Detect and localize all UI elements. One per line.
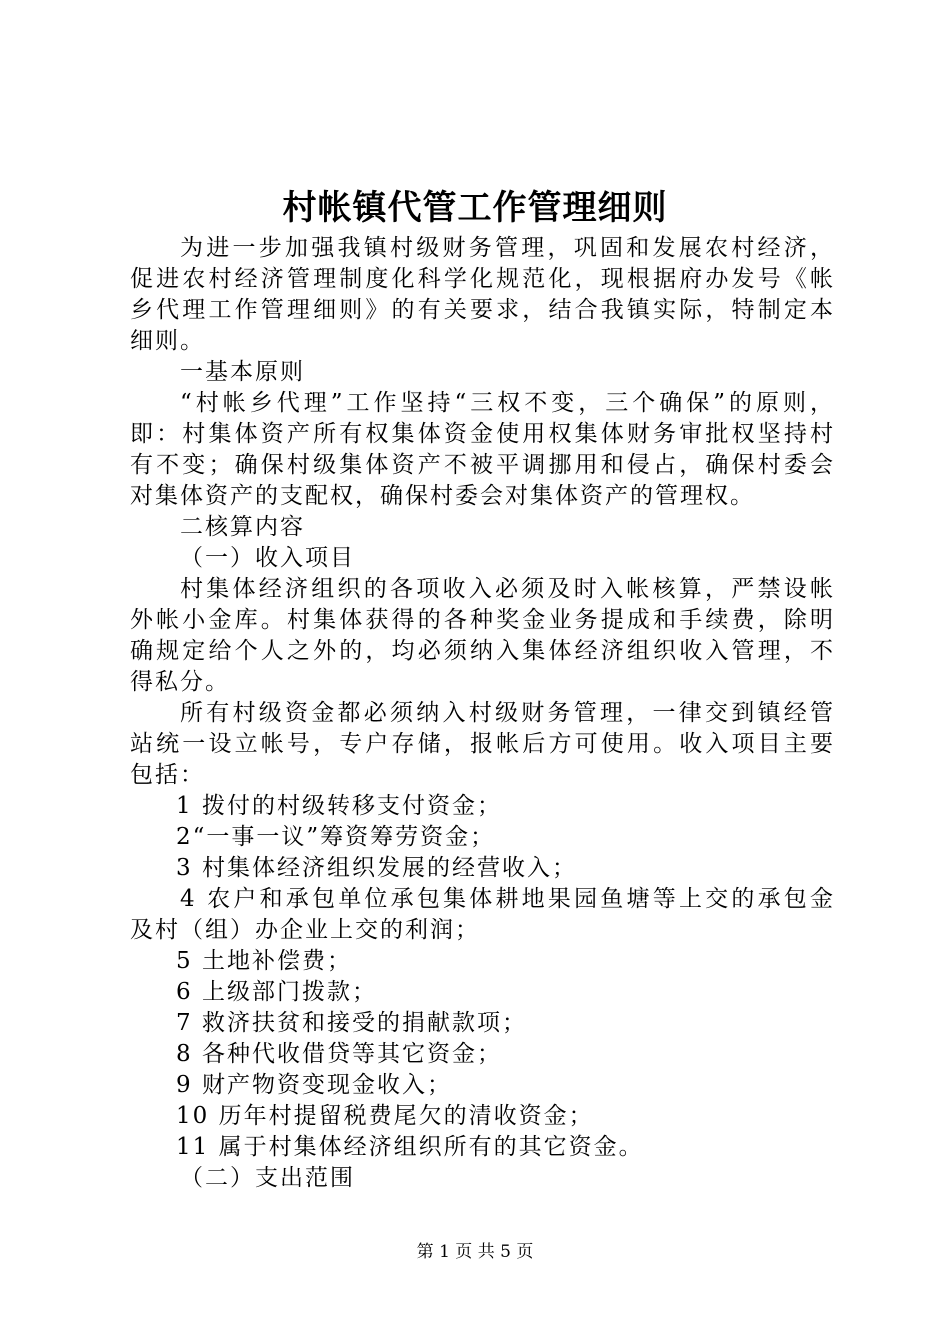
list-item: 8 各种代收借贷等其它资金； <box>176 1041 502 1067</box>
list-item: 10 历年村提留税费尾欠的清收资金； <box>176 1103 594 1129</box>
section-heading: 一基本原则 <box>180 359 305 385</box>
paragraph-line: 外帐小金库。村集体获得的各种奖金业务提成和手续费，除明 <box>130 607 835 633</box>
paragraph-line: 细则。 <box>130 328 205 354</box>
paragraph-line: 得私分。 <box>130 669 230 695</box>
paragraph-line: 对集体资产的支配权，确保村委会对集体资产的管理权。 <box>130 483 755 509</box>
list-item: 4 农户和承包单位承包集体耕地果园鱼塘等上交的承包金 <box>180 886 835 912</box>
list-item: 5 土地补偿费； <box>176 948 352 974</box>
list-item: 2“一事一议”筹资筹劳资金； <box>176 824 496 850</box>
paragraph-line: 即：村集体资产所有权集体资金使用权集体财务审批权坚持村 <box>130 421 835 447</box>
paragraph-line: 促进农村经济管理制度化科学化规范化，现根据府办发号《帐 <box>130 266 835 292</box>
document-body <box>130 233 835 1194</box>
list-item: 11 属于村集体经济组织所有的其它资金。 <box>176 1134 644 1160</box>
paragraph-line: 有不变；确保村级集体资产不被平调挪用和侵占，确保村委会 <box>130 452 835 478</box>
section-heading: 二核算内容 <box>180 514 305 540</box>
list-item-continuation: 及村（组）办企业上交的利润； <box>130 917 480 943</box>
paragraph-line: 所有村级资金都必须纳入村级财务管理，一律交到镇经管 <box>180 700 835 726</box>
paragraph-line: 确规定给个人之外的，均必须纳入集体经济组织收入管理，不 <box>130 638 835 664</box>
list-item: 3 村集体经济组织发展的经营收入； <box>176 855 577 881</box>
list-item: 1 拨付的村级转移支付资金； <box>176 793 502 819</box>
list-item: 6 上级部门拨款； <box>176 979 377 1005</box>
page-footer: 第 1 页 共 5 页 <box>416 1242 534 1262</box>
paragraph-line: 村集体经济组织的各项收入必须及时入帐核算，严禁设帐 <box>180 576 835 602</box>
paragraph-line: 为进一步加强我镇村级财务管理，巩固和发展农村经济， <box>180 235 835 261</box>
document-title: 村帐镇代管工作管理细则 <box>282 188 668 228</box>
paragraph-line: 站统一设立帐号，专户存储，报帐后方可使用。收入项目主要 <box>130 731 835 757</box>
paragraph-line: 包括： <box>130 762 205 788</box>
paragraph-line: “村帐乡代理”工作坚持“三权不变，三个确保”的原则， <box>180 390 835 416</box>
paragraph-line: 乡代理工作管理细则》的有关要求，结合我镇实际，特制定本 <box>130 297 835 323</box>
subsection-heading: （一）收入项目 <box>180 545 355 571</box>
list-item: 9 财产物资变现金收入； <box>176 1072 452 1098</box>
subsection-heading: （二）支出范围 <box>180 1165 355 1191</box>
list-item: 7 救济扶贫和接受的捐献款项； <box>176 1010 527 1036</box>
